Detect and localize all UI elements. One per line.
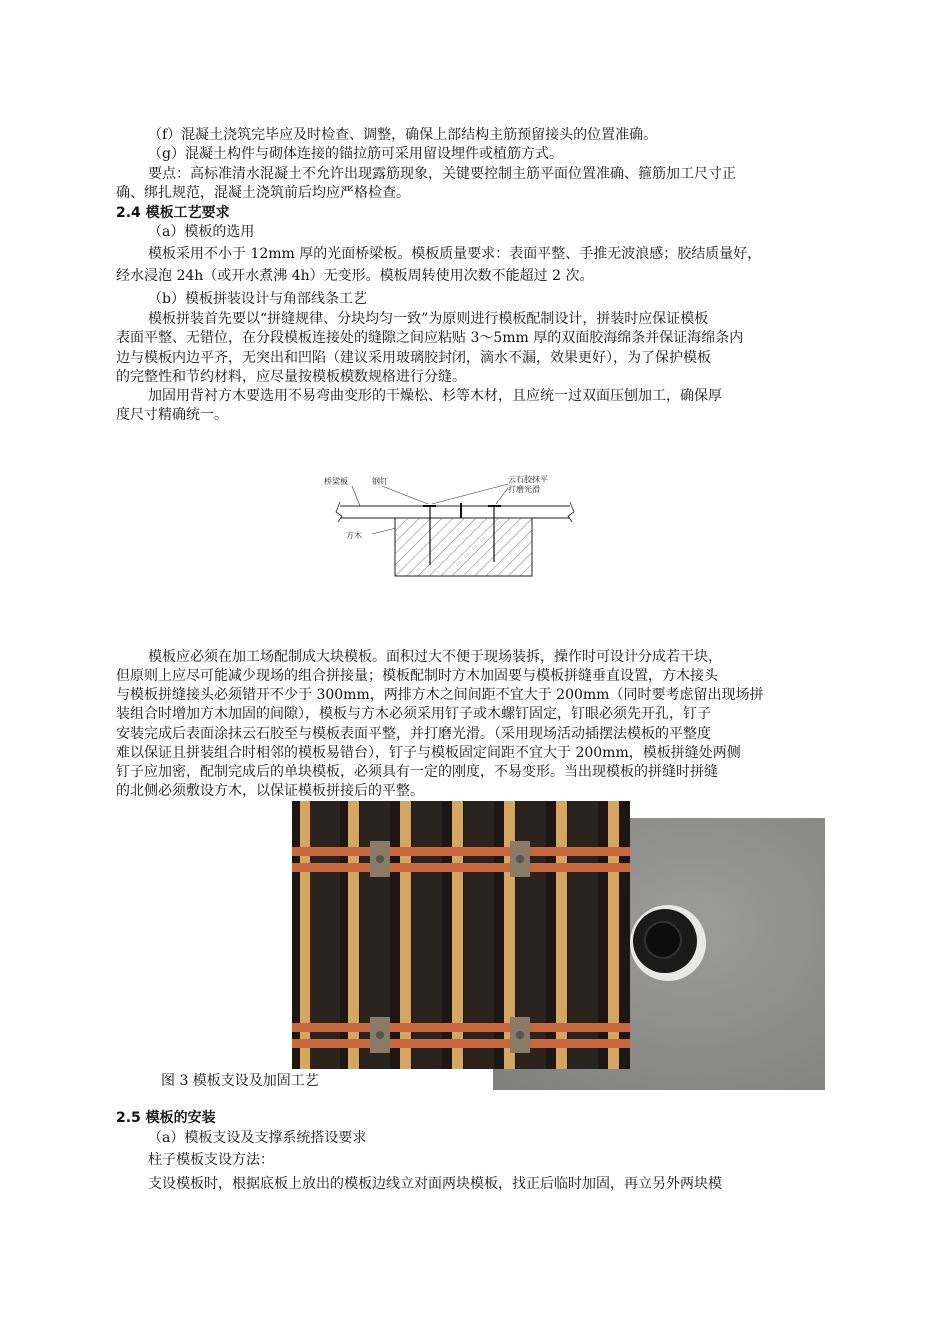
template-selection-line-1: 模板采用不小于 12mm 厚的光面桥梁板。模板质量要求：表面平整、手推无波浪感；胶结质量好， [148, 246, 762, 262]
diagram-label-wood: 方木 [346, 531, 362, 540]
large-template-line-7: 钉子应加密，配制完成后的单块模板，必须具有一定的刚度，不易变形。当出现模板的拼缝时拼缝 [116, 764, 718, 780]
install-procedure-line-1: 支设模板时，根据底板上放出的模板边线立对面两块模板，找正后临时加固，再立另外两块模 [148, 1176, 722, 1192]
diagram-label-board: 桥梁板 [324, 477, 348, 486]
board-break-left [336, 502, 342, 522]
assembly-line-1: 模板拼装首先要以“拼缝规律、分块均匀一致”为原则进行模板配制设计，拼装时应保证模板 [148, 311, 709, 327]
leader-glue-b [496, 488, 508, 504]
column-template-method: 柱子模板支设方法： [148, 1152, 274, 1168]
leader-board [352, 486, 360, 506]
board-break-right [568, 502, 574, 522]
large-template-line-6: 难以保证且拼装组合时相邻的模板易错台），钉子与模板固定间距不宜大于 200mm，模板拼缝处两侧 [116, 745, 741, 761]
diagram-label-glue-2: 打磨光滑 [508, 485, 540, 494]
assembly-line-2: 表面平整、无错位，在分段模板连接处的缝隙之间应粘贴 3～5mm 厚的双面胶海绵条并保证海绵条内 [116, 330, 744, 346]
para-g: （g）混凝土构件与砌体连接的锚拉筋可采用留设埋件或植筋方式。 [148, 146, 563, 162]
large-template-line-4: 装组合时增加方木加固的间隙），模板与方木必须采用钉子或木螺钉固定，钉眼必须先开孔，钉子 [116, 706, 711, 722]
para-f: （f）混凝土浇筑完毕应及时检查、调整，确保上部结构主筋预留接头的位置准确。 [148, 127, 658, 143]
assembly-line-3: 边与模板内边平齐，无突出和凹陷（建议采用玻璃胶封闭，滴水不漏，效果更好），为了保护模板 [116, 350, 711, 366]
assembly-line-4: 的完整性和节约材料，应尽量按模板模数规格进行分缝。 [116, 369, 466, 385]
formwork-reinforcement-photo [292, 801, 630, 1069]
diagram-label-nail: 钢钉 [372, 477, 388, 486]
subsection-b: （b）模板拼装设计与角部线条工艺 [148, 291, 367, 307]
backing-wood-line-2: 度尺寸精确统一。 [116, 407, 228, 423]
wood-block [395, 518, 532, 576]
subsection-2-5-a: （a）模板支设及支撑系统搭设要求 [148, 1130, 367, 1146]
figure-caption: 图 3 模板支设及加固工艺 [161, 1073, 319, 1089]
template-selection-line-2: 经水浸泡 24h（或开水煮沸 4h）无变形。模板周转使用次数不能超过 2 次。 [116, 268, 594, 284]
backing-wood-line-1: 加固用背衬方木要选用不易弯曲变形的干燥松、杉等木材，且应统一过双面压刨加工，确保厚 [148, 388, 722, 404]
large-template-line-2: 但原则上应尽可能减少现场的组合拼接量；模板配制时方木加固要与模板拼缝垂直设置，方木接头 [116, 668, 718, 684]
leader-glue-a [432, 484, 508, 504]
large-template-line-3: 与模板拼缝接头必须错开不少于 300mm，两排方木之间间距不宜大于 200mm（同时要考虑留出现场拼 [116, 687, 764, 703]
template-joint-diagram [320, 470, 580, 580]
large-template-line-8: 的北侧必须敷设方木，以保证模板拼接后的平整。 [116, 783, 424, 799]
large-template-line-1: 模板应必须在加工场配制成大块模板。面积过大不便于现场装拆，操作时可设计分成若干块， [148, 649, 722, 665]
key-point-line-2: 确、绑扎规范，混凝土浇筑前后均应严格检查。 [116, 185, 410, 201]
leader-nail [382, 486, 428, 504]
hole-pipe [645, 922, 681, 958]
large-template-line-5: 安装完成后表面涂抹云石胶至与模板表面平整，并打磨光滑。（采用现场活动插摆法模板的平整度 [116, 726, 711, 742]
subsection-a: （a）模板的选用 [148, 224, 255, 240]
section-2-5-heading: 2.5 模板的安装 [116, 1110, 216, 1126]
key-point-line-1: 要点：高标准清水混凝土不允许出现露筋现象，关键要控制主筋平面位置准确、箍筋加工尺寸正 [148, 166, 736, 182]
section-2-4-heading: 2.4 模板工艺要求 [116, 205, 230, 221]
diagram-label-glue-1: 云石胶抹平 [508, 475, 548, 484]
leader-wood [372, 528, 396, 534]
